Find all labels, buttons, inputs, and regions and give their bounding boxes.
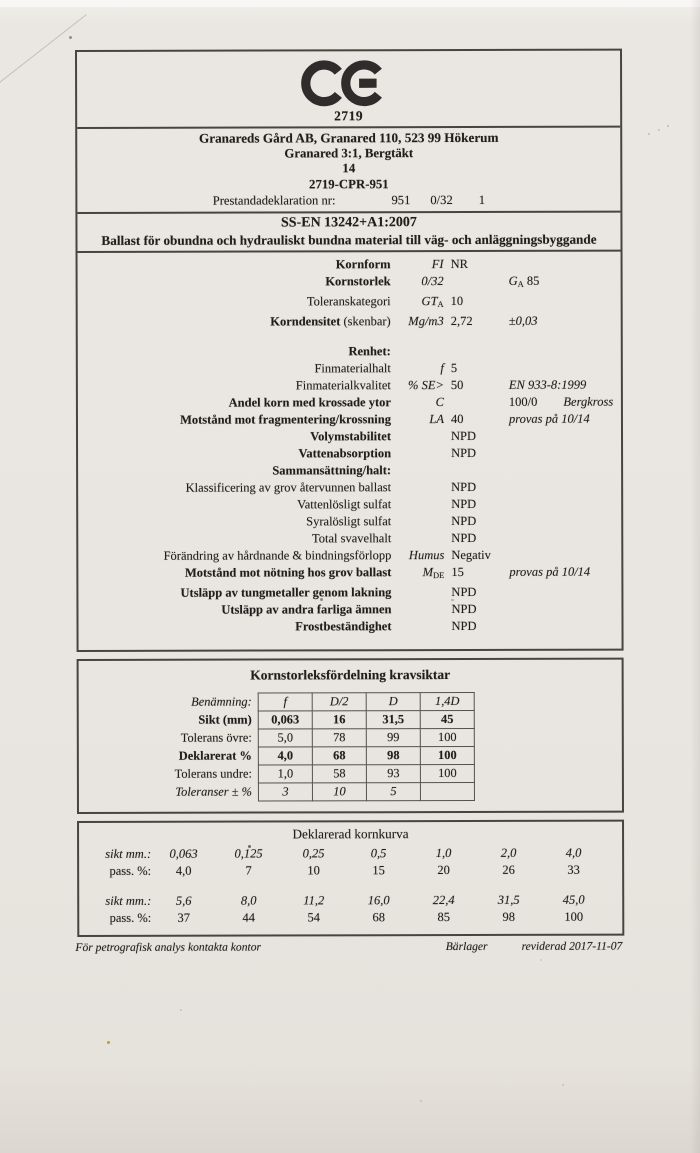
- property-label: Finmaterialhalt: [314, 361, 391, 376]
- property-extra: 100/0 Bergkross: [508, 394, 614, 410]
- curve-value: 85: [437, 910, 451, 925]
- curve-value: 2,0: [500, 846, 517, 861]
- property-row: [78, 293, 621, 314]
- sieve-row-label: Toleranser ± %: [175, 784, 252, 800]
- sieve-cell: 16: [312, 711, 366, 729]
- property-row: [78, 584, 621, 602]
- property-symbol: [398, 445, 444, 462]
- property-value: NPD: [451, 619, 477, 634]
- property-extra: [503, 445, 621, 462]
- property-extra: [503, 564, 621, 584]
- curve-value: 0,5: [370, 846, 387, 861]
- curve-row-label: pass. %:: [109, 911, 152, 926]
- sieve-cell: 3: [258, 783, 312, 801]
- property-note: provas på 10/14: [509, 565, 591, 580]
- property-row: [78, 547, 621, 565]
- property-symbol: [398, 428, 444, 445]
- property-row: [78, 313, 621, 331]
- property-symbol: [398, 513, 444, 530]
- curve-row: [79, 845, 622, 863]
- scan-corner-crease: [0, 14, 87, 83]
- property-extra: [503, 513, 621, 530]
- main-declaration-box: [75, 49, 624, 653]
- property-note: ±0,03: [508, 314, 538, 329]
- scan-speck: [648, 133, 650, 135]
- sieve-cell: 31,5: [366, 711, 420, 729]
- sieve-row: [155, 765, 475, 784]
- sieve-cell: 5: [366, 783, 420, 801]
- property-symbol: [398, 601, 444, 618]
- property-symbol: [398, 496, 444, 513]
- curve-row: [79, 892, 622, 910]
- curve-value: 54: [307, 910, 321, 925]
- property-value: 40: [450, 412, 464, 427]
- sieve-cell: f: [258, 693, 312, 711]
- scan-speck: [667, 125, 669, 127]
- sieve-requirement-table: [155, 692, 475, 802]
- property-value: NPD: [451, 585, 477, 600]
- property-row: [78, 496, 621, 514]
- property-value: [444, 394, 503, 411]
- property-value: 50: [450, 378, 464, 393]
- property-row: [78, 377, 621, 395]
- property-section-header: [78, 462, 621, 480]
- property-label: Frostbeständighet: [295, 619, 392, 634]
- sieve-cell: 1,0: [258, 765, 312, 783]
- sieve-cell: 93: [366, 765, 420, 783]
- property-value: NPD: [451, 480, 477, 495]
- property-value: 15: [451, 565, 464, 580]
- property-label: Vattenabsorption: [298, 446, 392, 461]
- property-extra: [503, 428, 621, 445]
- curve-row-label: sikt mm.:: [105, 894, 152, 909]
- scan-speck: [180, 1009, 182, 1011]
- sieve-cell: 78: [312, 729, 366, 747]
- property-extra: [503, 377, 621, 394]
- curve-value: 7: [245, 863, 252, 878]
- property-symbol: $M_{DE}$: [422, 565, 445, 581]
- property-section-header: [78, 343, 621, 361]
- sieve-row: [155, 783, 475, 802]
- curve-value: 26: [502, 863, 515, 878]
- property-extra: [503, 618, 621, 635]
- property-extra: [503, 360, 621, 377]
- property-row: [78, 564, 621, 585]
- curve-value: 100: [564, 910, 584, 925]
- manufacturer-section: [77, 128, 620, 215]
- curve-value: 11,2: [303, 893, 325, 908]
- scan-speck: [562, 1084, 564, 1086]
- declaration-version-value: 1: [478, 193, 486, 208]
- sieve-table-title: Kornstorleksfördelning kravsiktar: [250, 667, 451, 683]
- property-row: [78, 513, 621, 531]
- sieve-cell: 100: [420, 765, 474, 783]
- property-symbol: 0/32: [421, 274, 444, 289]
- property-label: Motstånd mot nötning hos grov ballast: [184, 565, 392, 581]
- grading-curve-table: [79, 843, 622, 935]
- properties-section: [78, 252, 622, 650]
- property-value: NPD: [451, 602, 477, 617]
- declaration-fraction-value: 0/32: [430, 193, 453, 208]
- quarry-name: Granared 3:1, Bergtäkt: [284, 145, 414, 161]
- property-label: Kornform: [335, 257, 391, 272]
- property-symbol: FI: [431, 257, 444, 272]
- sieve-cell: 1,4D: [420, 693, 474, 711]
- property-label: Vattenlösligt sulfat: [297, 497, 392, 512]
- footer-note: För petrografisk analys kontakta kontor: [75, 940, 262, 955]
- property-extra: [503, 601, 621, 618]
- property-value: NPD: [451, 446, 477, 461]
- sieve-row-label: Tolerans undre:: [174, 766, 252, 782]
- property-value: NPD: [451, 497, 477, 512]
- curve-value: 15: [372, 863, 385, 878]
- curve-row: [79, 862, 622, 880]
- certificate-number: 2719-CPR-951: [309, 176, 389, 192]
- scan-speck: [420, 1100, 422, 1102]
- curve-value: 22,4: [432, 893, 455, 908]
- sieve-cell: 68: [312, 747, 366, 765]
- property-label: Sammansättning/halt:: [272, 463, 392, 478]
- property-value: NR: [450, 257, 468, 272]
- property-row: [78, 479, 621, 497]
- curve-value: 98: [502, 910, 516, 925]
- property-symbol: % SE>: [408, 378, 444, 393]
- curve-value: 0,063: [169, 847, 198, 862]
- standard-section: [77, 213, 620, 253]
- property-extra-symbol: $G_A$: [508, 274, 524, 290]
- property-label: Utsläpp av andra farliga ämnen: [221, 602, 392, 617]
- sieve-row-label: Sikt (mm): [198, 712, 252, 728]
- sieve-cell: 5,0: [258, 729, 312, 747]
- property-label: Total svavelhalt: [311, 531, 392, 546]
- property-row: [78, 530, 621, 548]
- property-extra: [503, 547, 621, 564]
- property-row: [78, 394, 621, 412]
- declaration-number-row: [77, 192, 620, 209]
- curve-value: 10: [307, 863, 320, 878]
- property-symbol: [398, 618, 444, 635]
- property-symbol: [398, 584, 444, 601]
- property-symbol: [398, 530, 444, 547]
- document-footer: [77, 939, 624, 955]
- footer-product-type: Bärlager: [445, 940, 488, 954]
- manufacturer-name-address: Granareds Gård AB, Granared 110, 523 99 Hökerum: [198, 129, 499, 146]
- property-label: Volymstabilitet: [310, 429, 392, 444]
- grading-curve-box: [77, 820, 624, 937]
- scan-edge-top: [0, 0, 700, 7]
- property-note: Bergkross: [563, 394, 614, 410]
- property-extra: $G_A$ 85: [508, 274, 540, 290]
- property-extra: [503, 256, 621, 273]
- curve-value: 5,6: [175, 894, 192, 909]
- property-extra: [503, 530, 621, 547]
- sieve-cell: D/2: [312, 693, 366, 711]
- curve-value: 1,0: [435, 846, 452, 861]
- sieve-cell: 58: [312, 765, 366, 783]
- sieve-cell: 0,063: [258, 711, 312, 729]
- sieve-row-label: Deklarerat %: [178, 748, 252, 764]
- property-value: 5: [450, 361, 458, 376]
- sieve-row: [155, 693, 475, 712]
- curve-row-label: sikt mm.:: [105, 847, 152, 862]
- curve-value: 0,125: [234, 846, 263, 861]
- property-extra: [503, 479, 621, 496]
- scan-speck: [540, 959, 542, 961]
- property-label: Renhet:: [348, 344, 391, 359]
- sieve-cell: 99: [366, 729, 420, 747]
- sieve-cell: D: [366, 693, 420, 711]
- curve-value: 8,0: [240, 893, 257, 908]
- property-label: Motstånd mot fragmentering/krossning: [180, 412, 391, 428]
- property-symbol: $GT_A$: [421, 294, 444, 310]
- sieve-cell: 45: [420, 711, 474, 729]
- sieve-row: [155, 729, 475, 748]
- property-label: Kornstorlek: [325, 274, 391, 289]
- property-extra: [503, 313, 621, 330]
- property-extra: [503, 293, 621, 313]
- property-value: Negativ: [451, 548, 491, 563]
- curve-value: 0,25: [302, 846, 325, 861]
- curve-value: 4,0: [175, 864, 192, 879]
- property-label: Förändring av hårdnande & bindningsförlopp: [163, 548, 392, 564]
- ce-mark-icon: [298, 58, 400, 108]
- curve-row-label: pass. %:: [109, 864, 152, 879]
- property-label: Utsläpp av tungmetaller genom lakning: [180, 585, 392, 601]
- property-label: Korndensitet (skenbar): [270, 314, 391, 329]
- curve-value: 16,0: [367, 893, 390, 908]
- scan-speck: [107, 1041, 110, 1044]
- standard-reference: SS-EN 13242+A1:2007: [280, 215, 417, 231]
- sieve-cell: 100: [420, 747, 474, 765]
- system-number: 14: [342, 161, 356, 176]
- property-row: [78, 411, 621, 429]
- declaration-number-label: Prestandadeklaration nr:: [212, 193, 336, 209]
- property-row: [78, 360, 621, 378]
- property-row: [78, 256, 621, 274]
- property-symbol: f: [440, 361, 444, 376]
- sieve-cell: 100: [420, 729, 474, 747]
- property-symbol: C: [435, 395, 444, 410]
- property-value: NPD: [450, 429, 477, 444]
- scan-edge-right: [690, 0, 700, 1153]
- property-row: [78, 601, 621, 619]
- sieve-cell: 4,0: [258, 747, 312, 765]
- sieve-cell: 98: [366, 747, 420, 765]
- curve-value: 45,0: [562, 893, 585, 908]
- sieve-cell: 10: [312, 783, 366, 801]
- sieve-requirement-box: [77, 658, 624, 814]
- property-note: EN 933-8:1999: [508, 378, 587, 393]
- property-extra: [503, 411, 621, 428]
- curve-value: 20: [437, 863, 450, 878]
- intended-use-scope: Ballast för obundna och hydrauliskt bundna material till väg- och anläggningsbyggande: [101, 232, 597, 249]
- curve-value: 33: [567, 863, 580, 878]
- property-row: [78, 618, 621, 636]
- property-symbol: [398, 479, 444, 496]
- property-row: [78, 428, 621, 446]
- curve-value: 37: [177, 911, 191, 926]
- curve-value: 31,5: [497, 893, 520, 908]
- property-label: Syralösligt sulfat: [306, 514, 392, 529]
- property-value: 10: [450, 294, 464, 309]
- scan-speck: [658, 129, 660, 131]
- notified-body-number: 2719: [334, 108, 364, 124]
- property-label: Klassificering av grov återvunnen ballast: [185, 480, 392, 496]
- property-label: Andel korn med krossade ytor: [228, 395, 391, 410]
- sieve-row: [155, 747, 475, 766]
- declaration-of-performance-document: [75, 49, 624, 956]
- curve-value: 4,0: [565, 846, 582, 861]
- property-note: provas på 10/14: [508, 412, 590, 427]
- sieve-row-label: Benämning:: [191, 694, 252, 710]
- property-label: Toleranskategori: [306, 294, 391, 309]
- scan-speck: [69, 36, 72, 39]
- property-symbol: Humus: [408, 548, 445, 563]
- curve-row: [79, 909, 622, 927]
- property-value: NPD: [451, 531, 477, 546]
- property-row: [78, 273, 621, 294]
- property-extra: [503, 496, 621, 513]
- property-label: Finmaterialkvalitet: [295, 378, 391, 393]
- declaration-number-value: 951: [391, 193, 411, 208]
- curve-value: 44: [242, 910, 256, 925]
- property-value: NPD: [451, 514, 477, 529]
- sieve-row-label: Tolerans övre:: [180, 730, 252, 746]
- property-symbol: LA: [429, 412, 444, 427]
- property-label-suffix: (skenbar): [340, 314, 391, 329]
- property-symbol: Mg/m3: [408, 314, 444, 329]
- sieve-cell: [420, 783, 474, 801]
- curve-value: 68: [372, 910, 386, 925]
- property-value: 2,72: [450, 314, 473, 329]
- ce-mark-section: [77, 51, 620, 129]
- footer-revision-date: reviderad 2017-11-07: [521, 939, 623, 954]
- property-value: [444, 273, 503, 293]
- grading-curve-title: Deklarerad kornkurva: [292, 826, 409, 842]
- property-row: [78, 445, 621, 463]
- property-extra: [503, 584, 621, 601]
- sieve-row: [155, 711, 475, 730]
